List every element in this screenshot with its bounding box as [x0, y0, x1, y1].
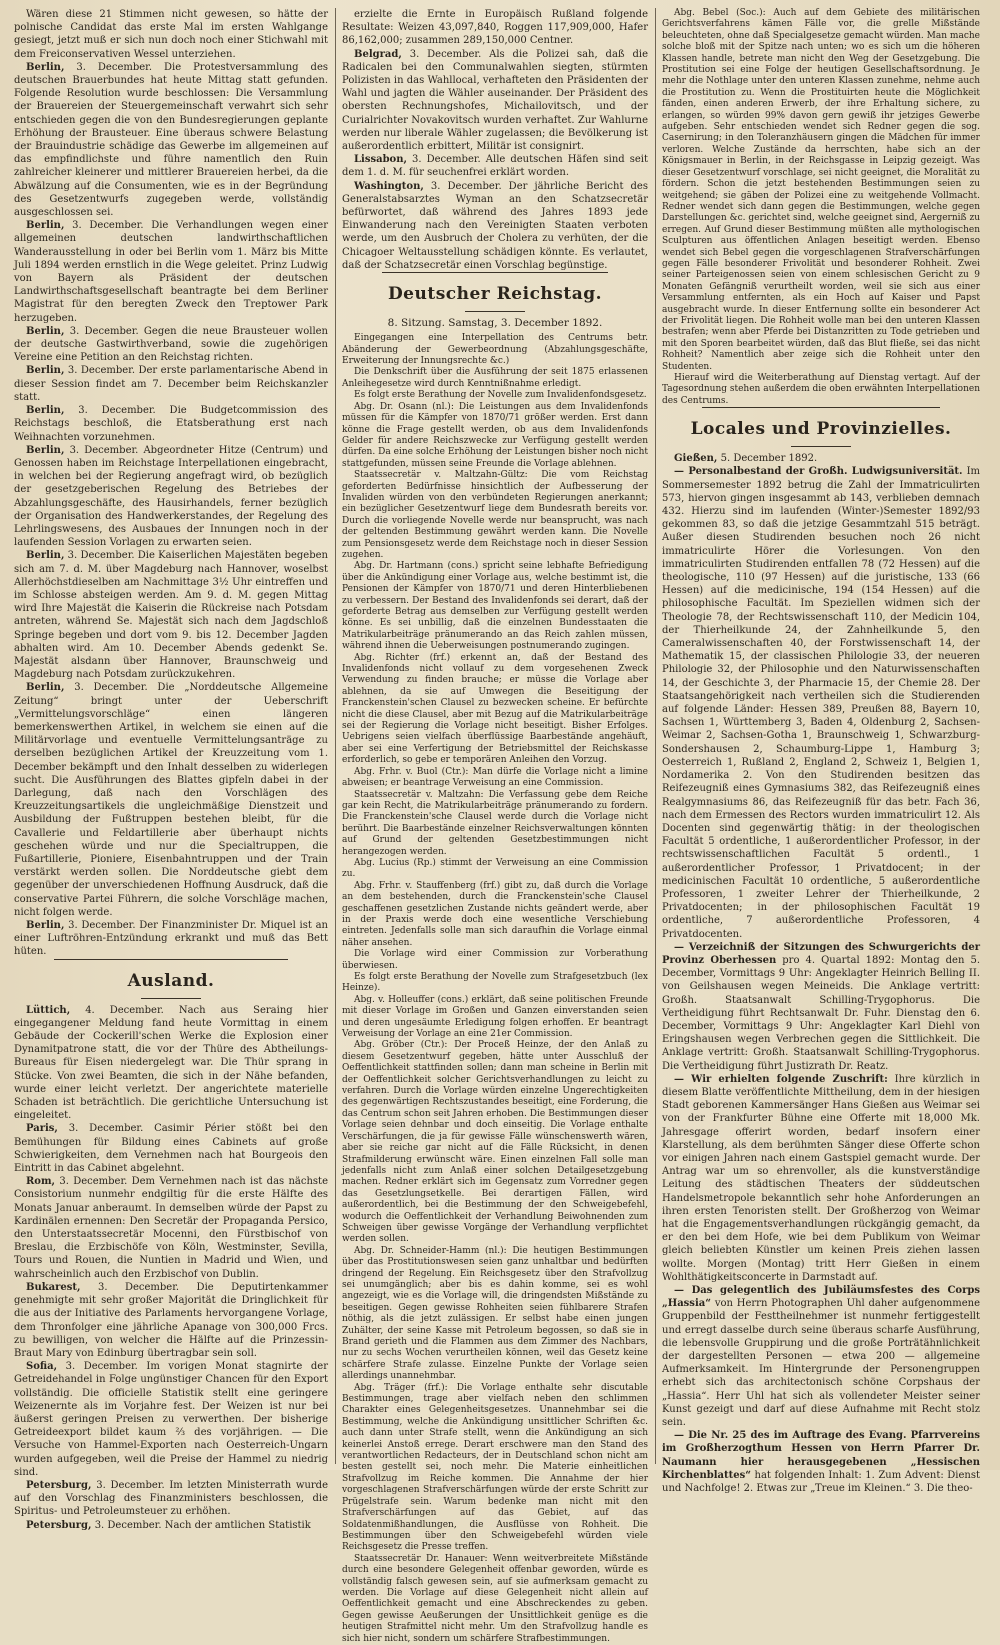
dateline: — Personalbestand der Großh. Ludwigsuniversität. [674, 466, 963, 478]
news-paragraph [14, 1004, 328, 1123]
dateline: Petersburg, [26, 1479, 92, 1491]
dateline: Belgrad, [354, 48, 402, 60]
report-paragraph: Staatssecretär v. Maltzahn: Die Verfassung gebe dem Reiche gar kein Recht, die Matrikularbeiträge pränumerando zu fordern. Die Franckenstein'sche Clausel werde durch die Vorlage nicht berührt. Die Baarbestände einzelner Reichsverwaltungen könnten auf Grund der geltenden Gesetzbestimmungen nicht herangezogen werden. [342, 789, 648, 857]
report-paragraph: Die Vorlage wird einer Commission zur Vorberathung überwiesen. [342, 949, 648, 971]
news-paragraph [14, 1175, 328, 1281]
dateline: — Das gelegentlich des Jubiläumsfestes des Corps „Hassia“ [662, 1285, 980, 1310]
news-paragraph [14, 444, 328, 550]
paragraph-text: 3. December. Die Deputirtenkammer genehmigte mit sehr großer Majorität die Dringlichkeit für die aus der Initiative des Parlaments hervorgangene Vorlage, dem Thronfolger eine jährliche Apanage von 300,000 Frcs. zu bewilligen, von welcher die Hälfte auf die Prinzessin-Braut Mary von Edinburg übertragbar sein soll. [14, 1281, 328, 1359]
dateline: Lissabon, [354, 154, 407, 166]
report-paragraph: Staatssecretär Dr. Hanauer: Wenn weitverbreitete Mißstände durch eine besondere Gelegenheit offenbar geworden, würde es vollständig falsch gewesen sein, auf sie aufmerksam gemacht zu werden. Die Vorlage auf diese Gelegenheit nicht allein auf Oeffentlichkeit gemacht und eine Abschreckendes zu geben. Gegen gewisse Aeußerungen der Unsittlichkeit genüge es die heutigen Strafmittel nicht mehr. Um den Strafvollzug handle es sich hier nicht, sondern um schärfere Strafbestimmungen. [342, 1553, 648, 1644]
dateline: Paris, [26, 1123, 58, 1135]
paragraph-text: 3. December. Im vorigen Monat stagnirte der Getreidehandel in Folge ungünstiger Chancen für den Export vollständig. Die officielle Statistik stellt eine geringere Weizenernte als im Vorjahre fest. Der Weizen ist nur bei äußerst geringen Preisen zu verwerthen. Der bisherige Getreideexport bildet kaum ⅔ des vorjährigen. — Die Versuche von Hammel-Exporten nach Oesterreich-Ungarn wurden aufgegeben, weil die Preise der Hammel zu niedrig sind. [14, 1361, 328, 1478]
dateline: Berlin, [26, 405, 65, 417]
news-paragraph [342, 180, 648, 272]
paragraph-text: 3. December. Abgeordneter Hitze (Centrum) und Genossen haben im Reichstage Interpellationen eingebracht, in welchen bei der Regierung angefragt wird, ob bezüglich der gesetzgeberischen Regelung des Betriebes der Abzahlungsgeschäfte, des Hausirhandels, ferner bezüglich der Organisation des Handwerkerstandes, der Regelung des Lehrlingswesens, des Ausbaues der Innungen noch in der laufenden Session Vorlagen zu erwarten seien. [14, 444, 328, 549]
dateline: Berlin, [26, 682, 65, 694]
paragraph-text: 3. December. Gegen die neue Brausteuer wollen der deutsche Gastwirthverband, sowie die zugehörigen Vereine eine Petition an den Reichstag richten. [14, 325, 328, 364]
paragraph-text: 3. December. Die Kaiserlichen Majestäten begeben sich am 7. d. M. über Magdeburg nach Hannover, woselbst Allerhöchstdieselben am Nachmittage 3½ Uhr eintreffen und im Schlosse absteigen werden. Am 9. d. M. gegen Mittag wird Ihre Majestät die Kaiserin die Rückreise nach Potsdam antreten, während Se. Majestät sich nach dem Jagdschloß Springe begeben und dort vom 9. bis 12. December Jagden abhalten wird. Am 10. December Abends gedenkt Se. Majestät alsdann über Hannover, Braunschweig und Magdeburg nach Potsdam zurückzukehren. [14, 550, 328, 681]
report-paragraph: Abg. Gröber (Ctr.): Der Proceß Heinze, der den Anlaß zu diesem Gesetzentwurf gegeben, hätte unter Ausschluß der Oeffentlichkeit stattfinden sollen; dann man scheine in Berlin mit der Oeffentlichkeit solcher Gerichtsverhandlungen zu leicht zu verfahren. Durch die Vorlage würden einzelne Ungerechtigkeiten des gegenwärtigen Rechtszustandes beseitigt, eine Forderung, die das Centrum schon seit Jahren erhoben. Die Bestimmungen dieser Vorlage seien dehnbar und doch einseitig. Die Vorlage enthalte Verschärfungen, die ja für gewisse Fälle wünschenswerth wären, aber sie reiche gar nicht auf die Fälle Rücksicht, in denen Strafmilderung erwünscht wäre. Einen einzelnen Fall solle man jedenfalls nicht zum Anlaß einer solchen Detailgesetzgebung machen. Redner erklärt sich im Gegensatz zum Vorredner gegen das Gesetzlungsetkelle. Bei derartigen Fällen, wird außerordentlich, bei die Bestimmung der den Schweigebefehl, wodurch die Oeffentlichkeit der Verhandlung Beiwohnenden zum Schweigen über gewisse Vorgänge der Verhandlung verpflichtet werden sollen. [342, 1040, 648, 1245]
news-dispatches-foreign [342, 8, 648, 272]
title-underline [465, 311, 525, 312]
dateline: Washington, [354, 180, 424, 192]
report-paragraph: Abg. Frhr. v. Stauffenberg (frf.) gibt zu, daß durch die Vorlage an dem bestehenden, durch die Franckenstein'sche Clausel geschaffenen gesetzlichen Zustande nichts geändert werde, aber in der Praxis werde doch eine wesentliche Verschiebung eintreten. Jedenfalls solle man sich daraufhin die Vorlage einmal näher ansehen. [342, 880, 648, 948]
report-paragraph: Abg. Träger (frf.): Die Vorlage enthalte sehr discutable Bestimmungen, trage aber vielfach neben den schlimmen Charakter eines Gelegenheitsgesetzes. Unannehmbar sei die Bestimmung, welche die Ankündigung unsittlicher Schriften &c. auch dann unter Strafe stellt, wenn die Ankündigung an sich keinerlei Anstoß errege. Derart erschwere man den Stand des verantwortlichen Redacteurs, der in Deutschland schon nicht am besten gestellt sei, noch mehr. Die Materie einheitlichen Strafvollzug im Reiche kommen. Die Annahme der hier vorgeschlagenen Strafverschärfungen würde der erste Schritt zur Prügelstrafe sein. Warum bedenke man nicht mit den Strafverschärfungen auf das Gebiet, auf das Soldatenmißhandlungen, die Ausflüsse von Rohheit. Die Bestimmungen über den Schweigebefehl würden viele Reichsgesetz die Presse treffen. [342, 1382, 648, 1553]
section-title-reichstag: Deutscher Reichstag. [387, 284, 603, 305]
report-paragraph: Abg. Dr. Hartmann (cons.) spricht seine lebhafte Befriedigung über die Ankündigung einer Vorlage aus, welche bestimmt ist, die Pensionen der Kämpfer von 1870/71 und deren Hinterbliebenen zu verbessern. Der Bestand des Invalidenfonds sei derart, daß der geforderte Betrag aus demselben zur Verfügung gestellt werden könne. Es sei unbillig, daß die einzelnen Bundesstaaten die Matrikularbeiträge pränumerando an das Reich zahlen müssen, während ihnen die Ueberweisungen postnumerando zugingen. [342, 561, 648, 652]
local-news [662, 452, 980, 1495]
dateline: — Die Nr. 25 des im Auftrage des Evang. Pfarrvereins im Großherzogthum Hessen von Herrn Pfarrer Dr. Naumann hier herausgegebenen „Hessischen Kirchenblattes“ [662, 1430, 980, 1481]
news-paragraph [342, 153, 648, 179]
paragraph-text: Im Sommersemester 1892 betrug die Zahl der Immatriculirten 573, hiervon gingen insgesammt ab 143, verblieben demnach 432. Hierzu sind im laufenden (Winter-)Semester 1892/93 gekommen 83, so daß die jetzige Gesammtzahl 515 beträgt. Außer diesen Studirenden besuchen noch 26 nicht immatriculirte Hörer die Vorlesungen. Von den immatriculirten Studirenden entfallen 78 (72 Hessen) auf die theologische, 110 (97 Hessen) auf die juristische, 133 (66 Hessen) auf die medicinische, 194 (154 Hessen) auf die philosophische Facultät. Im Speziellen widmen sich der Theologie 78, der Rechtswissenschaft 110, der Medicin 104, der Thierheilkunde 24, der Zahnheilkunde 5, den Cameralwissenschaften 40, der Forstwissenschaft 14, der Mathematik 15, der classischen Philologie 33, der neueren Philologie 32, der Philosophie und den Naturwissenschaften 14, der Geschichte 3, der Pharmacie 15, der Chemie 28. Der Staatsangehörigkeit nach vertheilen sich die Studierenden auf folgende Länder: Hessen 389, Preußen 88, Bayern 10, Sachsen 1, Württemberg 3, Baden 4, Oldenburg 2, Sachsen-Weimar 2, Sachsen-Gotha 1, Braunschweig 1, Schwarzburg-Sondershausen 2, Schaumburg-Lippe 1, Hamburg 3; Oesterreich 1, Rußland 2, England 2, Schweiz 1, Belgien 1, Nordamerika 2. Von den Studirenden besitzen das Reifezeugniß eines Gymnasiums 382, das Reifezeugniß eines Realgymnasiums 86, das Reifezeugniß für das betr. Fach 36, nach dem Ermessen des Rectors wurden immatriculirt 12. Als Docenten sind gegenwärtig thätig: in der theologischen Facultät 5 ordentliche, 1 außerordentlicher Professor, in der rechtswissenschaftlichen Facultät 5 ordentl., 1 außerordentlicher Professor, 1 Privatdocent; in der medicinischen Facultät 10 ordentliche, 5 außerordentliche Professoren, 1 zweiter Lehrer der Thierheilkunde, 2 Privatdocenten; in der philosophischen Facultät 19 ordentliche, 7 außerordentliche Professoren, 4 Privatdocenten. [662, 466, 981, 940]
report-paragraph: Staatssecretär v. Maltzahn-Gültz: Die vom Reichstag geforderten Bedürfnisse hinsichtlich der Aufbesserung der Invaliden würden von den verbündeten Regierungen anerkannt; ein bezüglicher Gesetzentwurf liege dem Bundesrath bereits vor. Durch die vorliegende Novelle werde nur beansprucht, was nach der geltenden Bestimmung gewährt werden kann. Die Novelle zum Pensionsgesetz werde dem Reichstage noch in dieser Session zugehen. [342, 470, 648, 560]
paragraph-text: 3. December. Die Verhandlungen wegen einer allgemeinen deutschen landwirthschaftlichen Wanderausstellung in oder bei Berlin vom 1. März bis Mitte Juli 1894 werden ernstlich in die Wege geleitet. Prinz Ludwig von Bayern als Präsident der deutschen Landwirthschaftsgesellschaft beantragte bei dem Berliner Magistrat für den beregten Zweck den Treptower Park herzugeben. [14, 220, 328, 324]
news-paragraph [14, 681, 328, 919]
paragraph-text: 5. December 1892. [720, 453, 818, 465]
paragraph-text: 3. December. Im letzten Ministerrath wurde auf den Vorschlag des Finanzministers beschlossen, die Spiritus- und Petroleumsteuer zu erhöhen. [14, 1479, 328, 1518]
paragraph-text: 3. December. Casimir Périer stößt bei den Bemühungen für Bildung eines Cabinets auf große Schwierigkeiten, dem Vernehmen nach hat Bourgeois den Eintritt in das Cabinet abgelehnt. [14, 1123, 328, 1175]
news-dispatches-ausland [14, 1004, 328, 1532]
news-paragraph [14, 1281, 328, 1360]
dateline: Gießen, [674, 453, 718, 465]
section-title-ausland: Ausland. [127, 970, 215, 991]
paragraph-text: hat folgenden Inhalt: 1. Zum Advent: Dienst und Nachfolge! 2. Etwas zur „Treue im Kleinen.“ 3. Die theo- [662, 1469, 980, 1495]
paragraph-text: 3. December. Der jährliche Bericht des Generalstabsarztes Wyman an den Schatzsecretär befürwortet, daß während des Jahres 1893 jede Einwanderung nach den Vereinigten Staaten verboten werde, um den Ausbruch der Cholera zu verhüten, der die Chicagoer Weltausstellung schädigen könnte. Es verlautet, daß der Schatzsecretär einen Vorschlag begünstige. [342, 180, 648, 271]
column-divider [335, 8, 336, 1464]
news-paragraph [14, 364, 328, 404]
dateline: Berlin, [26, 220, 65, 232]
report-paragraph: Eingegangen eine Interpellation des Centrums betr. Abänderung der Gewerbeordnung (Abzahlungsgeschäfte, Erweiterung der Innungsrechte &c.) [342, 333, 648, 367]
news-paragraph [662, 1429, 980, 1495]
paragraph-text: 3. December. Der Finanzminister Dr. Miquel ist an einer Luftröhren-Entzündung erkrankt und muß das Bett hüten. [14, 920, 328, 958]
dateline: Berlin, [26, 444, 65, 456]
column-1 [14, 8, 328, 1531]
report-paragraph: Die Denkschrift über die Ausführung der seit 1875 erlassenen Anleihegesetze wird durch Kenntnißnahme erledigt. [342, 367, 648, 389]
column-3 [662, 8, 981, 1495]
report-paragraph: Es folgt erste Berathung der Novelle zum Strafgesetzbuch (lex Heinze). [342, 972, 648, 994]
paragraph-text: 3. December. Dem Vernehmen nach ist das nächste Consistorium nunmehr endgiltig für die erste Hälfte des Monats Januar anberaumt. In demselben würde der Papst zu Kardinälen ernennen: Den Secretär der Propaganda Persico, den Unterstaatssecretär Mocenni, den Fürstbischof von Breslau, die Erzbischöfe von Köln, Westminster, Sevilla, Tours und Rouen, die Nuntien in Madrid und Wien, und wahrscheinlich auch den Erzbischof von Dublin. [14, 1176, 328, 1280]
paragraph-text: Wären diese 21 Stimmen nicht gewesen, so hätte der polnische Candidat das erste Mal im ersten Wahlgange gesiegt, jetzt muß er sich nun doch noch einer Stichwahl mit dem Freiconservativen Wessel unterziehen. [14, 9, 328, 60]
section-divider [382, 272, 608, 273]
news-paragraph [662, 452, 980, 465]
report-paragraph: Abg. Frhr. v. Buol (Ctr.): Man dürfe die Vorlage nicht a limine abweisen; er beantrage Verweisung an eine Commission. [342, 766, 648, 789]
section-divider [702, 407, 940, 408]
paragraph-text: 3. December. Der erste parlamentarische Abend in dieser Session findet am 7. December beim Reichskanzler statt. [14, 365, 328, 403]
news-paragraph [14, 1519, 328, 1532]
title-underline [141, 998, 201, 999]
reichstag-report [342, 333, 648, 1645]
reichstag-report-continued [662, 8, 980, 407]
news-paragraph [662, 1284, 980, 1429]
paragraph-text: 3. December. Alle deutschen Häfen sind seit dem 1. d. M. für seuchenfrei erklärt worden. [342, 154, 648, 179]
news-paragraph [14, 325, 328, 365]
dateline: Berlin, [26, 61, 65, 73]
dateline: — Verzeichniß der Sitzungen des Schwurgerichts der Provinz Oberhessen [662, 941, 980, 966]
paragraph-text: Ihre kürzlich in diesem Blatte veröffentlichte Mittheilung, dem in der hiesigen Stadt geborenen Kammersänger Hans Gießen aus Weimar sei von der Frankfurter Bühne eine Offerte mit 18,000 Mk. Jahresgage offerirt worden, bedarf insofern einer Klarstellung, als dem berühmten Sänger diese Offerte schon vor einigen Jahren nach einem Gastspiel gemacht wurde. Der Antrag war um so ehrenvoller, als die kunstverständige Leitung des städtischen Theaters der süddeutschen Handelsmetropole bekanntlich sehr hohe Anforderungen an ihren ersten Tenoristen stellt. Der Großherzog von Weimar hat die Engagementsverhandlungen rückgängig gemacht, da er den bei dem Hofe, wie bei dem Publikum von Weimar gleich beliebten Künstler um keinen Preis ziehen lassen wollte. Morgen (Montag) tritt Herr Gießen in einem Wohlthätigkeitsconcerte in Darmstadt auf. [662, 1073, 981, 1283]
report-paragraph: Abg. Dr. Osann (nl.): Die Leistungen aus dem Invalidenfonds müssen für die Kämpfer von 1870/71 größer werden. Erst dann könne die Frage gestellt werden, ob aus dem Invalidenfonds Gelder für andere Reichszwecke zur Verfügung gestellt werden dürfen. Da eine solche Erhöhung der Leistungen bisher noch nicht stattgefunden, müssen seine Freunde die Vorlage ablehnen. [342, 401, 648, 469]
dateline: Berlin, [26, 920, 65, 932]
news-dispatches-inland [14, 8, 328, 959]
news-paragraph [14, 1479, 328, 1519]
news-paragraph [662, 1073, 980, 1284]
paragraph-text: erzielte die Ernte in Europäisch Rußland folgende Resultate: Weizen 43,097,840, Roggen 117,909,000, Hafer 86,162,000; zusammen 289,150,000 Centner. [342, 9, 648, 47]
paragraph-text: 3. December. Nach der amtlichen Statistik [94, 1519, 311, 1531]
report-paragraph: Hierauf wird die Weiterberathung auf Dienstag vertagt. Auf der Tagesordnung stehen außerdem die oben erwähnten Interpellationen des Centrums. [662, 373, 981, 406]
report-paragraph: Abg. Bebel (Soc.): Auch auf dem Gebiete des militärischen Gerichtsverfahrens kämen Fälle vor, die grelle Mißstände beleuchteten, ohne daß Specialgesetze gemacht würden. Man mache solche bloß mit der Spitze nach unten; wo es sich um die höheren Klassen handle, betrete man nicht den Weg der Gesetzgebung. Die Prostitution sei eine Folge der heutigen Gesellschaftsordnung. Je mehr die Nothlage unter den unteren Klassen zunehme, nehme auch die Prostitution zu. Wenn die Prostituirten heute die Möglichkeit fänden, einen anderen Erwerb, der ihre Erhaltung sichere, zu erlangen, so würden 99% davon gern gewiß ihr jetziges Gewerbe aufgeben. Sehr entschieden wendet sich Redner gegen die sog. Casernirung; in den Toleranzhäusern gingen die Mädchen für immer verloren. Welche Zustände da herrschten, habe sich an der Königsmauer in Berlin, in der Reichsgasse in Leipzig gezeigt. Was dieser Gesetzentwurf vorschlage, sei nicht geeignet, die Moralität zu fördern. Schon die jetzt bestehenden Bestimmungen seien zu weitgehend; sie gäben der Polizei eine zu weitgehende Vollmacht. Redner wendet sich dann gegen die Bestimmungen, welche gegen Darstellungen &c. gerichtet sind, welche geeignet sind, Aergerniß zu erregen. Auf Grund dieser Bestimmung müßten alle mythologischen Sculpturen aus öffentlichen Anlagen beseitigt werden. Ebenso wendet sich Bebel gegen die vorgeschlagenen Strafverschärfungen gegen Fälle besonderer Frivolität und besonderer Rohheit. Zwei seiner Parteigenossen seien von einem schlesischen Gericht zu 9 Monaten Gefängniß verurtheilt worden, weil sie sich aus einer Versammlung entfernten, als ein Hoch auf Kaiser und Papst ausgebracht wurde. In dieser Entfernung sollte ein besonderer Act der Frivolität liegen. Die Rohheit wolle man bei den unteren Klassen bestrafen; wenn aber Pferde bei Distanzritten zu Tode getrieben und mit den Sporen bearbeitet würden, daß das Blut fließe, sei das nicht Rohheit? Namentlich aber zeige sich die Rohheit unter den Studenten. [662, 8, 980, 372]
news-paragraph [14, 549, 328, 681]
paragraph-text: 3. December. Die „Norddeutsche Allgemeine Zeitung“ bringt unter der Ueberschrift „Vermittelungsvorschläge“ einen längeren bemerkenswerthen Artikel, in welchem sie einen auf die Militärvorlage und eventuelle Vermittelungsanträge zu derselben bezüglichen Artikel der Kreuzzeitung vom 1. December bekämpft und den Inhalt desselben zu widerlegen sucht. Die Ausführungen des Blattes gipfeln dabei in der Darlegung, daß nach den Vorschlägen des Kreuzzeitungsartikels die ungleichmäßige Dienstzeit und Ausbildung der Fußtruppen bestehen bleibt, für die Cavallerie und Feldartillerie aber überhaupt nichts geschehen würde und nur die Specialtruppen, die Fußartillerie, Pioniere, Eisenbahntruppen und der Train verstärkt werden sollen. Die Norddeutsche giebt dem gegenüber der unverschiedenen Hoffnung Ausdruck, daß die conservative Partei Führern, die solche Vorschläge machen, nicht folgen werde. [14, 682, 328, 918]
news-paragraph [14, 404, 328, 444]
report-paragraph: Abg. Richter (frf.) erkennt an, daß der Bestand des Invalidenfonds nicht vollauf zu dem vorgesehenen Zweck Verwendung zu finden brauche; er müsse die Vorlage aber ablehnen, da sie auf Umwegen die Beseitigung der Franckenstein'schen Clausel zu bezwecken scheine. Er befürchte nicht die diese Clausel, aber mit Bezug auf die Matrikularbeiträge sei der Regierung die Vorlage nicht beseitigt. Bisher Erfolges. Uebrigens seien vielfach überflüssige Baarbestände angehäuft, aber sei eine Verfertigung der Betriebsmittel der Reichskasse erforderlich, so gebe er temporären Anleihen den Vorzug. [342, 652, 648, 766]
column-divider [655, 8, 656, 1464]
news-paragraph [14, 1122, 328, 1175]
column-2 [342, 8, 648, 1644]
news-paragraph [14, 219, 328, 325]
paragraph-text: 3. December. Die Protestversammlung des deutschen Brauerbundes hat heute Mittag statt gefunden. Folgende Resolution wurde beschlossen: Die Versammlung der Brauereien der Steuergemeinschaft verwahrt sich sehr entschieden gegen die von den Bundesregierungen geplante Erhöhung der Brausteuer. Eine überaus schwere Belastung der Brauindustrie schädige das Gewerbe im allgemeinen auf das empfindlichste und führe namentlich den Ruin zahlreicher kleinerer und mittlerer Brauereien herbei, da die Abwälzung auf die Consumenten, wie es in der Begründung des Gesetzentwurfs zugegeben werde, vollständig ausgeschlossen sei. [14, 61, 328, 219]
dateline: — Wir erhielten folgende Zuschrift: [674, 1073, 888, 1085]
paragraph-text: von Herrn Photographen Uhl daher aufgenommene Gruppenbild der Festtheilnehmer ist nunmehr fertiggestellt und erregt dasselbe durch seine überaus scharfe Ausführung, die lebensvolle Gruppirung und die große Porträtähnlichkeit der dargestellten Personen — etwa 200 — allgemeine Aufmerksamkeit. Im Hintergrunde der Personengruppen erhebt sich das architectonisch schöne Corpshaus der „Hassia“. Herr Uhl hat sich als vollendeter Meister seiner Kunst gezeigt und darf auf diese Aufnahme mit Recht stolz sein. [662, 1298, 980, 1429]
section-divider [54, 959, 288, 960]
dateline: Berlin, [26, 550, 65, 562]
section-title-locales: Locales und Provinzielles. [690, 419, 952, 440]
news-paragraph [662, 941, 980, 1073]
dateline: Bukarest, [26, 1281, 81, 1293]
news-paragraph [14, 8, 328, 61]
news-paragraph [14, 1360, 328, 1479]
dateline: Petersburg, [26, 1519, 92, 1531]
report-paragraph: Abg. Lucius (Rp.) stimmt der Verweisung an eine Commission zu. [342, 857, 648, 880]
dateline: Rom, [26, 1176, 56, 1188]
news-paragraph [342, 48, 648, 154]
news-paragraph [14, 61, 328, 219]
news-paragraph [662, 465, 980, 940]
paragraph-text: 3. December. Die Budgetcommission des Reichstags beschloß, die Etatsberathung erst nach Weihnachten vorzunehmen. [14, 405, 328, 443]
paragraph-text: 3. December. Als die Polizei sah, daß die Radicalen bei den Communalwahlen siegten, stürmten Polizisten in das Wahllocal, verhafteten den Präsidenten der Wahl und jagten die Wähler auseinander. Der Präsident des obersten Rechnungshofes, Michailovitsch, und der Curialrichter Novakovitsch wurden verhaftet. Zur Wahlurne werden nur liberale Wähler zugelassen; die Bevölkerung ist außerordentlich erbittert, Militär ist consignirt. [342, 48, 648, 153]
dateline: Lüttich, [26, 1004, 71, 1016]
paragraph-text: 4. December. Nach aus Seraing hier eingegangener Meldung fand heute Vormittag in einem Gebäude der Cockerill'schen Werke die Explosion einer Dynamitpatrone statt, die vor der Thüre des Abtheilungs-Bureaus für Eisen niedergelegt war. Die Thür sprang in Stücke. Von zwei Beamten, die sich in der Nähe befanden, wurde einer leicht verletzt. Der angerichtete materielle Schaden ist beträchtlich. Die gerichtliche Untersuchung ist eingeleitet. [14, 1004, 328, 1122]
dateline: Berlin, [26, 325, 65, 337]
session-line: 8. Sitzung. Samstag, 3. December 1892. [387, 317, 603, 330]
dateline: Berlin, [26, 365, 65, 377]
dateline: Sofia, [26, 1361, 58, 1373]
news-paragraph [14, 919, 328, 959]
report-paragraph: Es folgt erste Berathung der Novelle zum Invalidenfondsgesetz. [354, 390, 647, 401]
report-paragraph: Abg. v. Holleuffer (cons.) erklärt, daß seine politischen Freunde mit dieser Vorlage im Großen und Ganzen einverstanden seien und deren ungesäumte Erledigung folgen erhoffen. Er beantragt Verweisung der Vorlage an eine 21er Commission. [342, 994, 648, 1040]
news-paragraph [342, 8, 648, 48]
report-paragraph: Abg. Dr. Schneider-Hamm (nl.): Die heutigen Bestimmungen über das Prostitutionswesen seien ganz unhaltbar und bedürften dringend der Regelung. Ein Reichsgesetz über den Strafvollzug sei unumgänglich; aber bis es dahin komme, sei es wohl angezeigt, wie es die Vorlage will, die dringendsten Mißstände zu beseitigen. Gegen gewisse Rohheiten seien fühlbarere Strafen nöthig, als die jetzt zulässigen. Er selbst habe einen jungen Zuhälter, der seine Kasse mit Petroleum begossen, so daß sie in Brand gerieth und die Flammen aus dem Zimmer des Nachbars, nur zu sechs Wochen verurtheilen können, weil das Gesetz keine schärfere Strafe zulasse. Einzelne Punkte der Vorlage seien allerdings unannehmbar. [342, 1245, 648, 1382]
title-underline [791, 446, 851, 447]
paragraph-text: pro 4. Quartal 1892: Montag den 5. December, Vormittags 9 Uhr: Angeklagter Heinrich Belling II. von Geilshausen wegen Meineids. Die Anklage vertritt: Großh. Staatsanwalt Schilling-Trygophorus. Die Vertheidigung führt Rechtsanwalt Dr. Fuhr. Dienstag den 6. December, Vormittags 9 Uhr: Angeklagter Karl Diehl von Eringshausen wegen Verbrechen gegen die Sittlichkeit. Die Anklage vertritt: Großh. Staatsanwalt Schilling-Trygophorus. Die Vertheidigung führt Justizrath Dr. Reatz. [662, 954, 980, 1072]
